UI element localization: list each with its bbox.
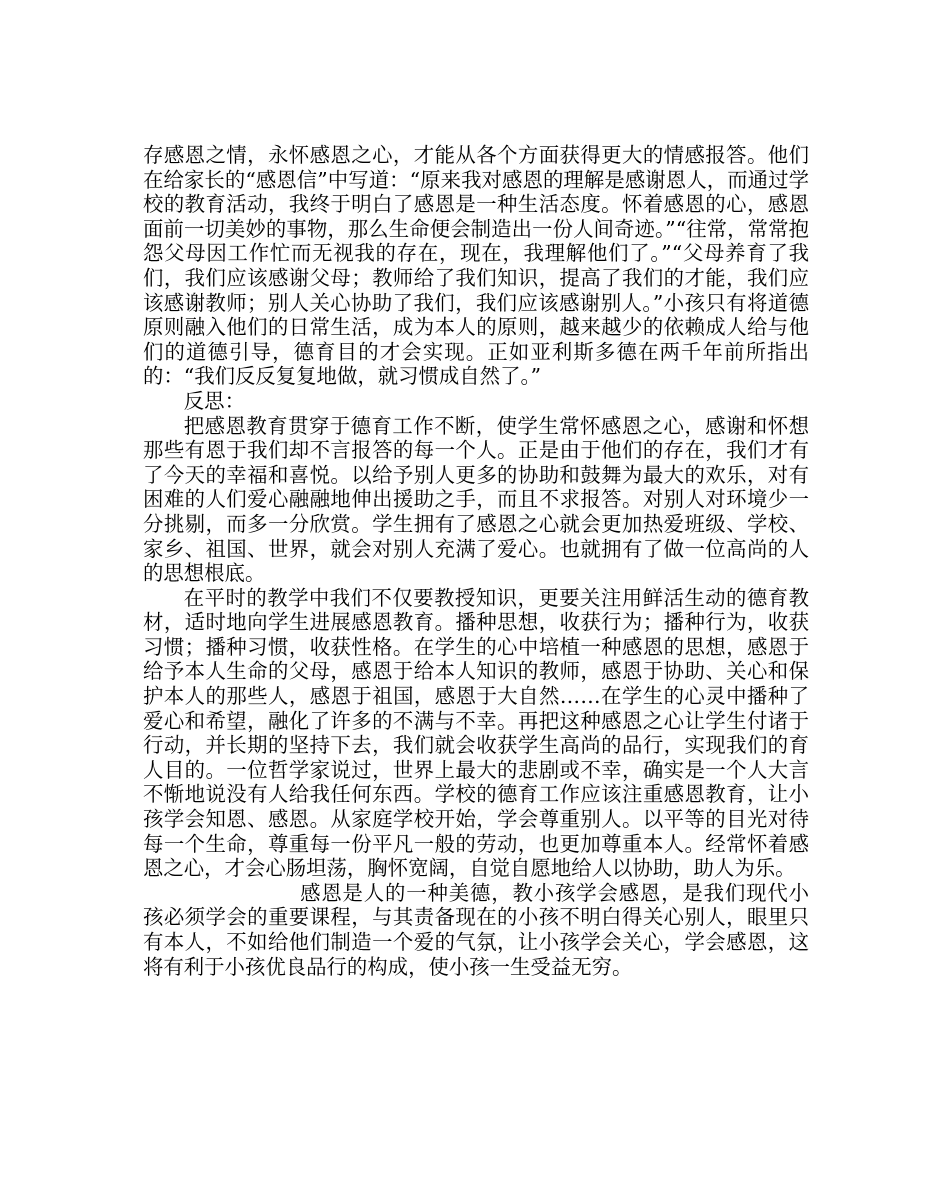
paragraph-reflection-1: 把感恩教育贯穿于德育工作不断，使学生常怀感恩之心，感谢和怀想那些有恩于我们却不言报答的每一个人。正是由于他们的存在，我们才有了今天的幸福和喜悦。以给予别人更多的协助和鼓舞为最大的欢乐，对有困难的人们爱心融融地伸出援助之手，而且不求报答。对别人对环境少一分挑剔，而多一分欣赏。学生拥有了感恩之心就会更加热爱班级、学校、家乡、祖国、世界，就会对别人充满了爱心。也就拥有了做一位高尚的人的思想根底。 — [143, 413, 809, 586]
paragraph-conclusion: 感恩是人的一种美德，教小孩学会感恩，是我们现代小孩必须学会的重要课程，与其责备现在的小孩不明白得关心别人，眼里只有本人，不如给他们制造一个爱的气氛，让小孩学会关心，学会感恩，这将有利于小孩优良品行的构成，使小孩一生受益无穷。 — [143, 880, 809, 979]
heading-reflection: 反思： — [183, 388, 245, 413]
paragraph-reflection-2: 在平时的教学中我们不仅要教授知识，更要关注用鲜活生动的德育教材，适时地向学生进展感恩教育。播种思想，收获行为；播种行为，收获习惯；播种习惯，收获性格。在学生的心中培植一种感恩的思想，感恩于给予本人生命的父母，感恩于给本人知识的教师，感恩于协助、关心和保护本人的那些人，感恩于祖国，感恩于大自然……在学生的心灵中播种了爱心和希望，融化了许多的不满与不幸。再把这种感恩之心让学生付诸于行动，并长期的坚持下去，我们就会收获学生高尚的品行，实现我们的育人目的。一位哲学家说过，世界上最大的悲剧或不幸，确实是一个人大言不惭地说没有人给我任何东西。学校的德育工作应该注重感恩教育，让小孩学会知恩、感恩。从家庭学校开始，学会尊重别人。以平等的目光对待每一个生命，尊重每一份平凡一般的劳动，也更加尊重本人。经常怀着感恩之心，才会心肠坦荡，胸怀宽阔，自觉自愿地给人以协助，助人为乐。 — [143, 585, 809, 881]
paragraph-gratitude-letters: 存感恩之情，永怀感恩之心，才能从各个方面获得更大的情感报答。他们在给家长的“感恩信”中写道：“原来我对感恩的理解是感谢恩人，而通过学校的教育活动，我终于明白了感恩是一种生活态度。怀着感恩的心，感恩面前一切美妙的事物，那么生命便会制造出一份人间奇迹。”“往常，常常抱怨父母因工作忙而无视我的存在，现在，我理解他们了。”“父母养育了我们，我们应该感谢父母；教师给了我们知识，提高了我们的才能，我们应该感谢教师；别人关心协助了我们，我们应该感谢别人。”小孩只有将道德原则融入他们的日常生活，成为本人的原则，越来越少的依赖成人给与他们的道德引导，德育目的才会实现。正如亚利斯多德在两千年前所指出的：“我们反反复复地做，就习惯成自然了。” — [143, 143, 809, 389]
document-page — [143, 143, 809, 979]
